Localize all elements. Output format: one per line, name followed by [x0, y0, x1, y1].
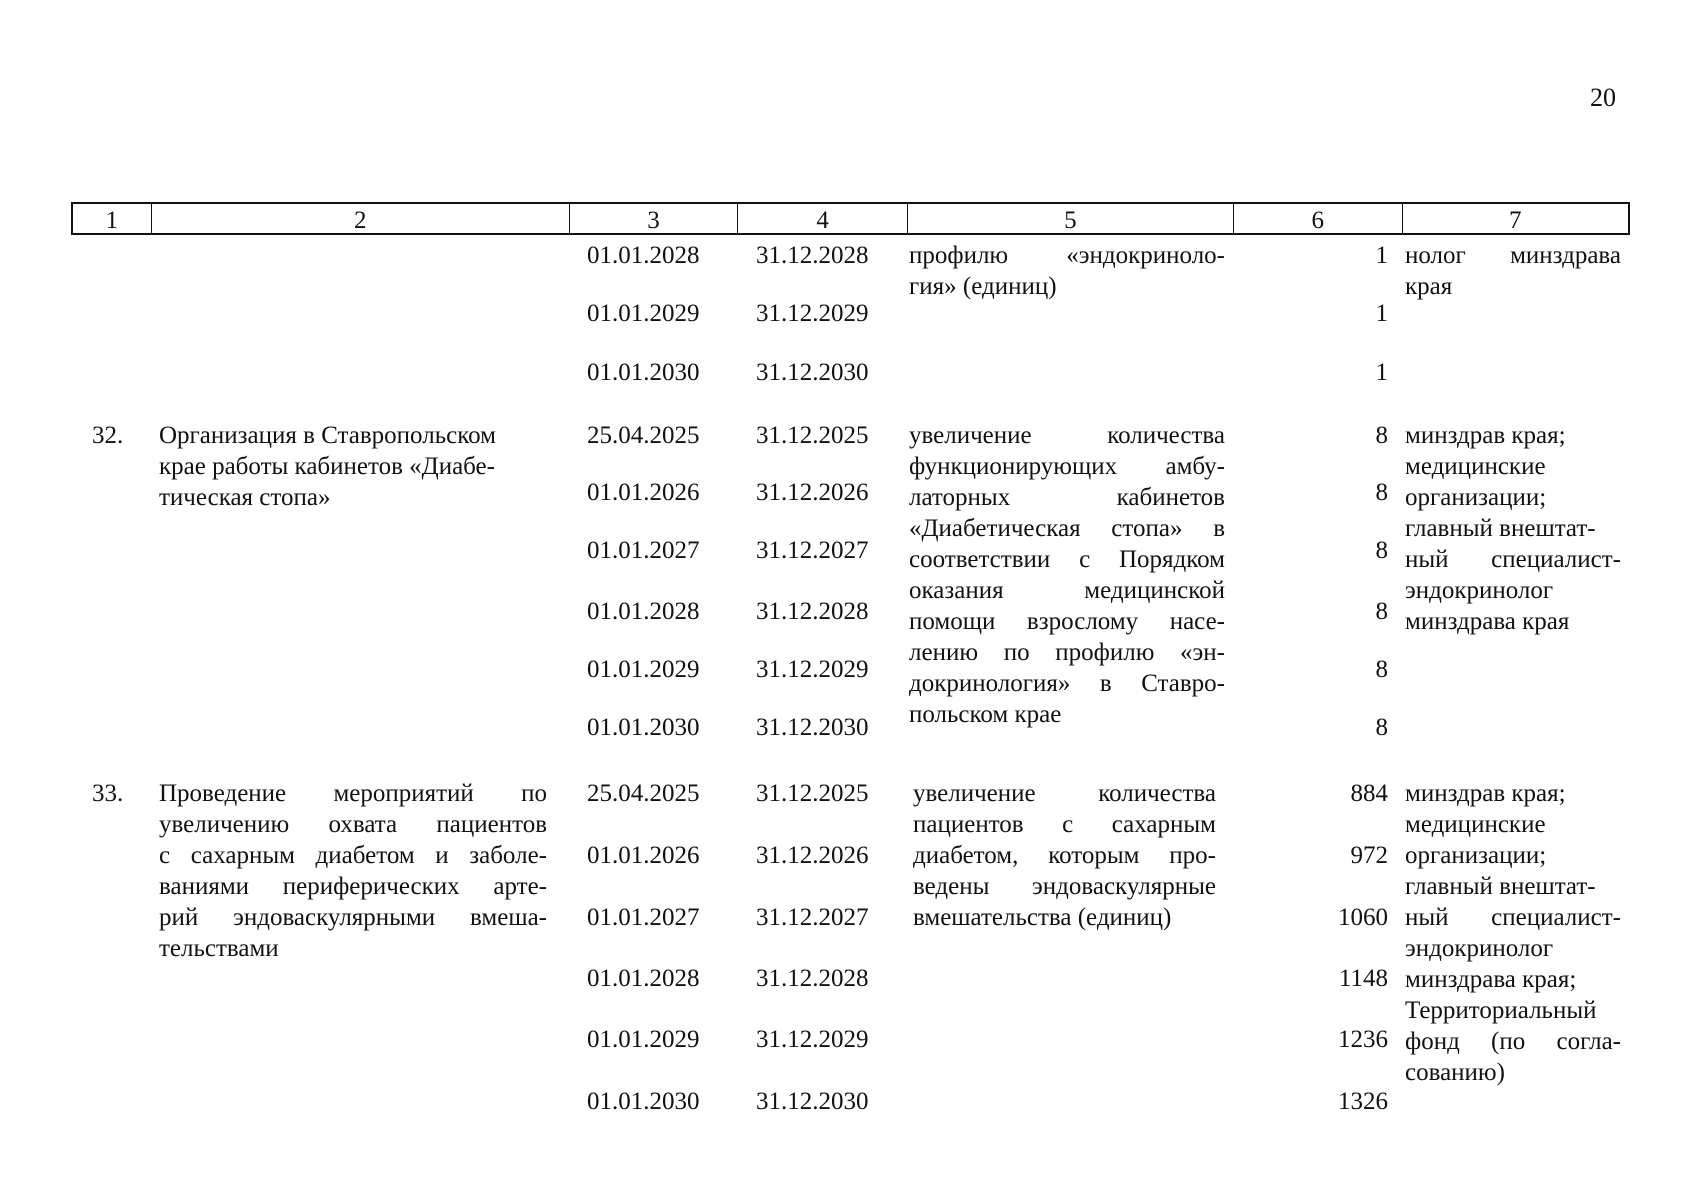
end-date: 31.12.2026 — [756, 479, 869, 506]
indicator-line: докринология» в Ставро- — [909, 670, 1225, 697]
end-date: 31.12.2029 — [756, 1026, 869, 1053]
start-date: 01.01.2029 — [587, 1026, 700, 1053]
responsible-line: края — [1405, 273, 1453, 300]
responsible-line: минздрава края — [1405, 608, 1570, 635]
indicator-value: 1060 — [1338, 904, 1388, 931]
responsible-executor — [1405, 240, 1621, 302]
end-date: 31.12.2028 — [756, 598, 869, 625]
indicator-description — [909, 240, 1225, 302]
indicator-line: диабетом, которым про- — [913, 842, 1216, 869]
start-date: 01.01.2026 — [587, 479, 700, 506]
end-date: 31.12.2027 — [756, 904, 869, 931]
column-header-4: 4 — [738, 204, 908, 233]
start-date: 01.01.2030 — [587, 714, 700, 741]
indicator-value: 1 — [1375, 242, 1388, 269]
end-date: 31.12.2030 — [756, 359, 869, 386]
start-date: 01.01.2029 — [587, 656, 700, 683]
indicator-description — [913, 778, 1216, 933]
indicator-value: 972 — [1350, 842, 1388, 869]
indicator-value: 8 — [1375, 598, 1388, 625]
indicator-line: оказания медицинской — [909, 577, 1225, 604]
indicator-value: 8 — [1375, 422, 1388, 449]
indicator-line: гия» (единиц) — [909, 273, 1057, 300]
end-date: 31.12.2029 — [756, 656, 869, 683]
indicator-description — [909, 420, 1225, 730]
end-date: 31.12.2030 — [756, 714, 869, 741]
responsible-line: организации; — [1405, 842, 1547, 869]
indicator-value: 1148 — [1338, 965, 1388, 992]
measure-name-line: увеличению охвата пациентов — [159, 811, 547, 838]
measure-name-line: Проведение мероприятий по — [159, 780, 547, 807]
responsible-line: ный специалист- — [1405, 546, 1621, 573]
indicator-line: пациентов с сахарным — [913, 811, 1216, 838]
column-header-2: 2 — [152, 204, 570, 233]
start-date: 01.01.2026 — [587, 842, 700, 869]
measure-name — [159, 420, 547, 513]
responsible-line: минздрав края; — [1405, 422, 1566, 449]
responsible-line: медицинские — [1405, 811, 1546, 838]
responsible-line: медицинские — [1405, 453, 1546, 480]
column-header-3: 3 — [570, 204, 739, 233]
indicator-line: помощи взрослому насе- — [909, 608, 1225, 635]
measure-name-line: тельствами — [159, 935, 279, 962]
start-date: 01.01.2028 — [587, 242, 700, 269]
responsible-line: эндокринолог — [1405, 935, 1554, 962]
responsible-line: главный внештат- — [1405, 515, 1596, 542]
end-date: 31.12.2026 — [756, 842, 869, 869]
start-date: 01.01.2028 — [587, 598, 700, 625]
indicator-value: 8 — [1375, 537, 1388, 564]
responsible-line: главный внештат- — [1405, 873, 1596, 900]
indicator-line: польском крае — [909, 701, 1062, 728]
responsible-line: ный специалист- — [1405, 904, 1621, 931]
responsible-executor — [1405, 420, 1621, 637]
responsible-line: минздрав края; — [1405, 780, 1566, 807]
responsible-executor — [1405, 778, 1621, 1088]
start-date: 01.01.2028 — [587, 965, 700, 992]
indicator-value: 8 — [1375, 656, 1388, 683]
indicator-line: латорных кабинетов — [909, 484, 1225, 511]
start-date: 25.04.2025 — [587, 422, 700, 449]
measure-name-line: крае работы кабинетов «Диабе- — [159, 453, 495, 480]
end-date: 31.12.2027 — [756, 537, 869, 564]
column-header-5: 5 — [908, 204, 1234, 233]
column-header-1: 1 — [73, 204, 152, 233]
measure-name-line: Организация в Ставропольском — [159, 422, 496, 449]
start-date: 01.01.2030 — [587, 359, 700, 386]
indicator-value: 1 — [1375, 359, 1388, 386]
measure-name-line: рий эндоваскулярными вмеша- — [159, 904, 547, 931]
indicator-value: 1326 — [1338, 1088, 1388, 1115]
indicator-line: вмешательства (единиц) — [913, 904, 1172, 931]
indicator-value: 8 — [1375, 714, 1388, 741]
start-date: 01.01.2030 — [587, 1088, 700, 1115]
responsible-line: фонд (по согла- — [1405, 1028, 1621, 1055]
indicator-line: «Диабетическая стопа» в — [909, 515, 1225, 542]
responsible-line: нолог минздрава — [1405, 242, 1621, 269]
row-number: 32. — [92, 422, 124, 449]
indicator-value: 884 — [1350, 780, 1388, 807]
end-date: 31.12.2025 — [756, 780, 869, 807]
indicator-line: соответствии с Порядком — [909, 546, 1225, 573]
indicator-line: профилю «эндокриноло- — [909, 242, 1225, 269]
column-header-6: 6 — [1234, 204, 1403, 233]
indicator-line: увеличение количества — [913, 780, 1216, 807]
start-date: 25.04.2025 — [587, 780, 700, 807]
indicator-line: ведены эндоваскулярные — [913, 873, 1216, 900]
start-date: 01.01.2027 — [587, 537, 700, 564]
measure-name-line: тическая стопа» — [159, 484, 331, 511]
row-number: 33. — [92, 780, 124, 807]
responsible-line: организации; — [1405, 484, 1547, 511]
measure-name-line: ваниями периферических арте- — [159, 873, 547, 900]
indicator-value: 1 — [1375, 300, 1388, 327]
start-date: 01.01.2027 — [587, 904, 700, 931]
start-date: 01.01.2029 — [587, 300, 700, 327]
indicator-line: функционирующих амбу- — [909, 453, 1225, 480]
responsible-line: минздрава края; — [1405, 966, 1577, 993]
responsible-line: Территориальный — [1405, 997, 1597, 1024]
page-number: 20 — [1590, 83, 1616, 112]
end-date: 31.12.2030 — [756, 1088, 869, 1115]
table-header-row — [71, 202, 1630, 235]
indicator-line: лению по профилю «эн- — [909, 639, 1225, 666]
measure-name-line: с сахарным диабетом и заболе- — [159, 842, 547, 869]
column-header-7: 7 — [1509, 207, 1522, 234]
end-date: 31.12.2025 — [756, 422, 869, 449]
indicator-line: увеличение количества — [909, 422, 1225, 449]
end-date: 31.12.2029 — [756, 300, 869, 327]
indicator-value: 1236 — [1338, 1026, 1388, 1053]
end-date: 31.12.2028 — [756, 242, 869, 269]
end-date: 31.12.2028 — [756, 965, 869, 992]
responsible-line: сованию) — [1405, 1059, 1505, 1086]
indicator-value: 8 — [1375, 479, 1388, 506]
measure-name — [159, 778, 547, 964]
responsible-line: эндокринолог — [1405, 577, 1554, 604]
